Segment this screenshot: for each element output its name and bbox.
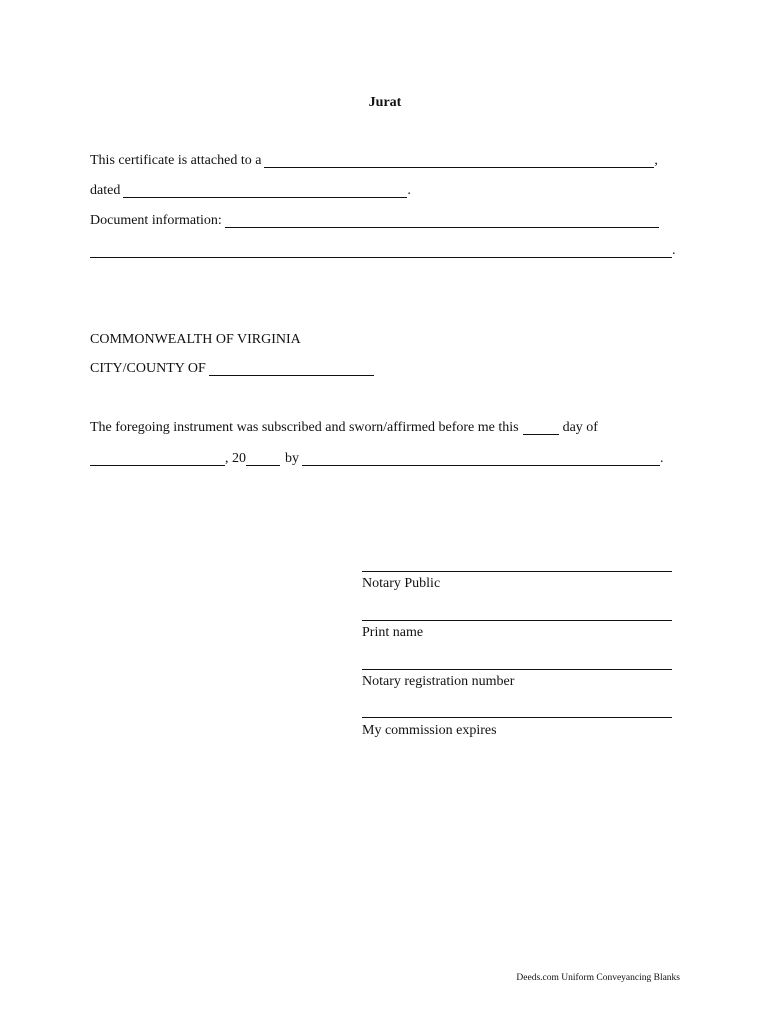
sworn-text: The foregoing instrument was subscribed and sworn/affirmed before me this [90,420,519,435]
state-heading: COMMONWEALTH OF VIRGINIA [90,332,301,347]
registration-number-label: Notary registration number [362,674,515,689]
document-info-period: . [672,243,676,258]
document-info-continuation [90,244,676,258]
attached-to-blank[interactable] [264,166,654,168]
sworn-line-1 [90,421,598,435]
day-blank[interactable] [523,433,559,435]
footer-text: Deeds.com Uniform Conveyancing Blanks [516,973,680,983]
dated-period: . [407,183,411,198]
day-of-text: day of [562,420,598,435]
sworn-period: . [660,451,664,466]
by-name-blank[interactable] [302,464,660,466]
notary-public-label: Notary Public [362,576,441,591]
dated-line [90,184,411,198]
month-blank[interactable] [90,464,225,466]
year-blank[interactable] [246,464,280,466]
print-name-line[interactable] [362,620,672,621]
attached-to-label: This certificate is attached to a [90,153,262,168]
commission-expires-line[interactable] [362,717,672,718]
document-info-line [90,214,662,228]
registration-number-line[interactable] [362,669,672,670]
county-blank[interactable] [209,374,374,376]
year-prefix: , 20 [225,451,246,466]
document-info-blank[interactable] [225,226,659,228]
dated-label: dated [90,183,121,198]
attached-to-comma: , [654,153,658,168]
document-info-blank-2[interactable] [90,256,672,258]
county-line [90,362,377,376]
county-label: CITY/COUNTY OF [90,361,206,376]
commission-expires-label: My commission expires [362,723,497,738]
document-title: Jurat [368,95,402,110]
attached-to-line [90,154,658,168]
dated-blank[interactable] [123,196,407,198]
notary-signature-line[interactable] [362,571,672,572]
sworn-line-2 [90,452,664,466]
by-text: by [285,451,299,466]
print-name-label: Print name [362,625,424,640]
document-info-label: Document information: [90,213,222,228]
